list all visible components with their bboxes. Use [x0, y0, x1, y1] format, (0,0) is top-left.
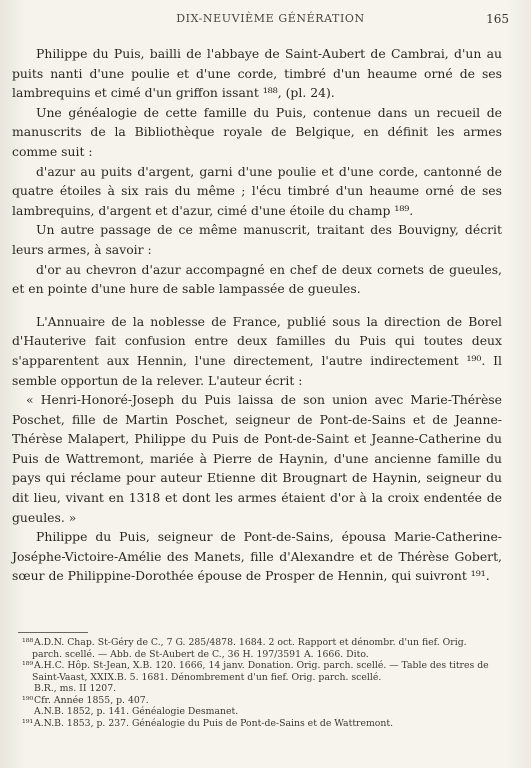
footnote-number: ¹⁸⁹: [22, 660, 34, 671]
footnote: [18, 660, 494, 683]
footnotes: [18, 632, 494, 729]
footnote-rule: [18, 632, 88, 633]
footnote-text: Cfr. Année 1855, p. 407.: [34, 694, 149, 706]
running-head: DIX-NEUVIÈME GÉNÉRATION: [176, 12, 365, 25]
footnote: [18, 695, 494, 707]
footnote: [18, 718, 494, 730]
paragraph-quotation: « Henri-Honoré-Joseph du Puis laissa de son union avec Marie-Thérèse Poschet, fille de Martin Poschet, seigneur de Pont-de-Sains et de Jeanne-Thérèse Malapert, Philippe du Puis de Pont-de-Saint et Jeanne-Catherine du Puis de Wattremont, mariée à Pierre de Haynin, d'une ancienne famille du pays qui réclame pour auteur Etienne dit Brougnart de Haynin, seigneur du dit lieu, vivant en 1318 et dont les armes étaient d'or à la croix endentée de gueules. »: [12, 392, 502, 525]
footnote-text: A.H.C. Hôp. St-Jean, X.B. 120. 1666, 14 janv. Donation. Orig. parch. scellé. — Table des titres de Saint-Vaast, XXIX.B. 5. 1681. Dénombrement d'un fief. Orig. parch. scellé.: [32, 660, 489, 683]
footnote-text: B.R., ms. II 1207.: [34, 683, 117, 694]
paragraph-pont-de-sains: Philippe du Puis, seigneur de Pont-de-Sains, épousa Marie-Catherine-Joséphe-Victoire-Amélie des Manets, fille d'Alexandre et de Thérèse Gobert, sœur de Philippine-Dorothée épouse de Prosper de Hennin, qui suivront ¹⁹¹.: [12, 529, 502, 584]
footnote-text: A.N.B. 1853, p. 237. Généalogie du Puis de Pont-de-Sains et de Wattremont.: [34, 717, 394, 729]
paragraph-blazon-du-puis: d'azur au puits d'argent, garni d'une poulie et d'une corde, cantonné de quatre étoiles à six rais du même ; l'écu timbré d'un heaume orné de ses lambrequins, d'argent et d'azur, cimé d'une étoile du champ ¹⁸⁹.: [12, 163, 502, 218]
paragraph-blazon-bouvigny: d'or au chevron d'azur accompagné en chef de deux cornets de gueules, et en pointe d'une hure de sable lampassée de gueules.: [12, 261, 502, 297]
footnote-text: A.N.B. 1852, p. 141. Généalogie Desmanet.: [34, 706, 239, 717]
paragraph-genealogie: Une généalogie de cette famille du Puis, contenue dans un recueil de manuscrits de la Bibliothèque royale de Belgique, en définit les armes comme suit :: [12, 104, 502, 159]
footnote-text: A.D.N. Chap. St-Géry de C., 7 G. 285/4878. 1684. 2 oct. Rapport et dénombr. d'un fief. Orig. parch. scellé. — Abb. de St-Aubert de C., 36 H. 197/3591 A. 1666. Dito.: [32, 637, 467, 660]
paragraph-annuaire: L'Annuaire de la noblesse de France, publié sous la direction de Borel d'Hauterive fait confusion entre deux familles du Puis qui toutes deux s'apparentent aux Hennin, l'une directement, l'autre indirectement ¹⁹⁰. Il semble opportun de la relever. L'auteur écrit :: [12, 313, 502, 388]
footnote: [18, 683, 494, 695]
footnote-number: ¹⁹⁰: [22, 694, 34, 706]
body-text: [12, 44, 502, 586]
paragraph-philippe-bailli: Philippe du Puis, bailli de l'abbaye de Saint-Aubert de Cambrai, d'un au puits nanti d'une poulie et d'une corde, timbré d'un heaume orné de ses lambrequins et cimé d'un griffon issant ¹⁸⁸, (pl. 24).: [12, 46, 502, 101]
footnote-number: ¹⁸⁸: [22, 637, 34, 648]
footnote: [18, 637, 494, 660]
footnote-number: ¹⁹¹: [22, 717, 34, 729]
page-number: 165: [486, 12, 509, 26]
paragraph-bouvigny: Un autre passage de ce même manuscrit, traitant des Bouvigny, décrit leurs armes, à savoir :: [12, 222, 502, 257]
footnote: [18, 706, 494, 718]
page-header: [30, 12, 511, 32]
